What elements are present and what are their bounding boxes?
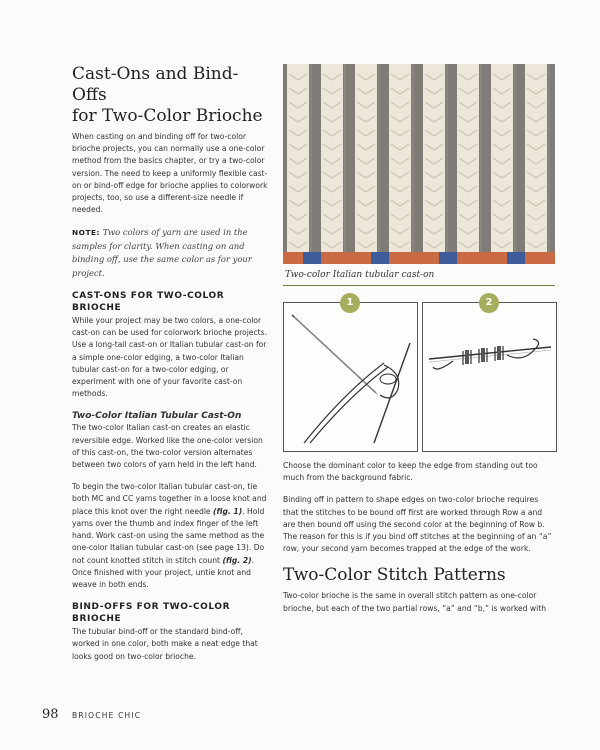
caption-rule	[283, 285, 555, 286]
castons-heading: CAST-ONS FOR TWO-COLOR BRIOCHE	[72, 291, 225, 314]
figure-1	[283, 297, 418, 452]
intro-paragraph: When casting on and binding off for two-color brioche projects, you can normally use a one-color method from the basics chapter, or try a two-color version. The need to keep a uniformly flexible cast-on or bind-off edge for brioche applies to colorwork projects, too, so use a different-size needle if needed.	[72, 132, 268, 215]
title-line-2: for Two-Color Brioche	[72, 106, 263, 126]
left-column	[72, 64, 268, 663]
note-text: Two colors of yarn are used in the samples for clarity. When casting on and binding off, use the same color as for your project.	[72, 227, 252, 278]
bindoffs-heading: BIND-OFFS FOR TWO-COLOR BRIOCHE	[72, 602, 231, 625]
title-line-1: Cast-Ons and Bind-Offs	[72, 64, 239, 105]
cast-on-edge	[283, 252, 555, 264]
bindoffs-paragraph: The tubular bind-off or the standard bind-off, worked in one color, both make a neat edge that looks good on two-color brioche.	[72, 627, 258, 661]
right-column-text	[283, 460, 555, 615]
needle-yarn-illustration-1	[284, 303, 417, 451]
running-footer-title: BRIOCHE CHIC	[72, 711, 142, 720]
binding-off-paragraph: Binding off in pattern to shape edges on two-color brioche requires that the stitches to be bound off first are worked through Row a and are then bound off using the second color at the beginning of Row b. The reason for this is if you bind off stitches at the beginning of an “a” row, your second yarn becomes trapped at the edge of the work.	[283, 495, 552, 554]
note-label: NOTE:	[72, 228, 101, 238]
dominant-color-paragraph: Choose the dominant color to keep the edge from standing out too much from the background fabric.	[283, 461, 538, 483]
photo-caption: Two-color Italian tubular cast-on	[285, 270, 435, 280]
note-paragraph	[72, 226, 268, 280]
begin-text-3: . Once finished with your project, untie knot and weave in both ends.	[72, 555, 255, 589]
page-number: 98	[42, 707, 59, 722]
italian-paragraph: The two-color Italian cast-on creates an elastic reversible edge. Worked like the one-color version of this cast-on, the two-color version alternates between two colors of yarn held in the left hand.	[72, 423, 263, 470]
figure-1-badge: 1	[340, 293, 360, 313]
knitting-photo	[283, 64, 555, 264]
castons-paragraph: While your project may be two colors, a one-color cast-on can be used for colorwork brioche projects. Use a long-tail cast-on or Italian tubular cast-on for a simple one-color edging, a two-color Italian tubular cast-on for a two-color edging, or experiment with one of your favorite cast-on methods.	[72, 316, 267, 399]
fig2-reference: (fig. 2)	[222, 555, 252, 565]
section-title-stitch-patterns: Two-Color Stitch Patterns	[283, 565, 506, 586]
italian-heading: Two-Color Italian Tubular Cast-On	[72, 411, 242, 422]
stitch-patterns-paragraph: Two-color brioche is the same in overall stitch pattern as one-color brioche, but each of the two partial rows, “a” and “b,” is worked with	[283, 591, 547, 613]
begin-text-2: . Hold yarns over the thumb and index finger of the left hand. Work cast-on using the same method as the one-color Italian tubular cast-on (see page 13). Do not count knotted stitch in stitch count	[72, 506, 265, 565]
fig1-reference: (fig. 1)	[213, 506, 243, 516]
begin-paragraph	[72, 481, 268, 591]
figure-2-badge: 2	[479, 293, 499, 313]
begin-text-1: To begin the two-color Italian tubular cast-on, tie both MC and CC yarns together in a loose knot and place this knot over the right needle	[72, 482, 267, 516]
figure-2	[422, 297, 557, 452]
section-title-castons	[72, 64, 268, 127]
knitting-swatch-illustration	[283, 64, 555, 264]
needle-yarn-illustration-2	[423, 303, 556, 451]
